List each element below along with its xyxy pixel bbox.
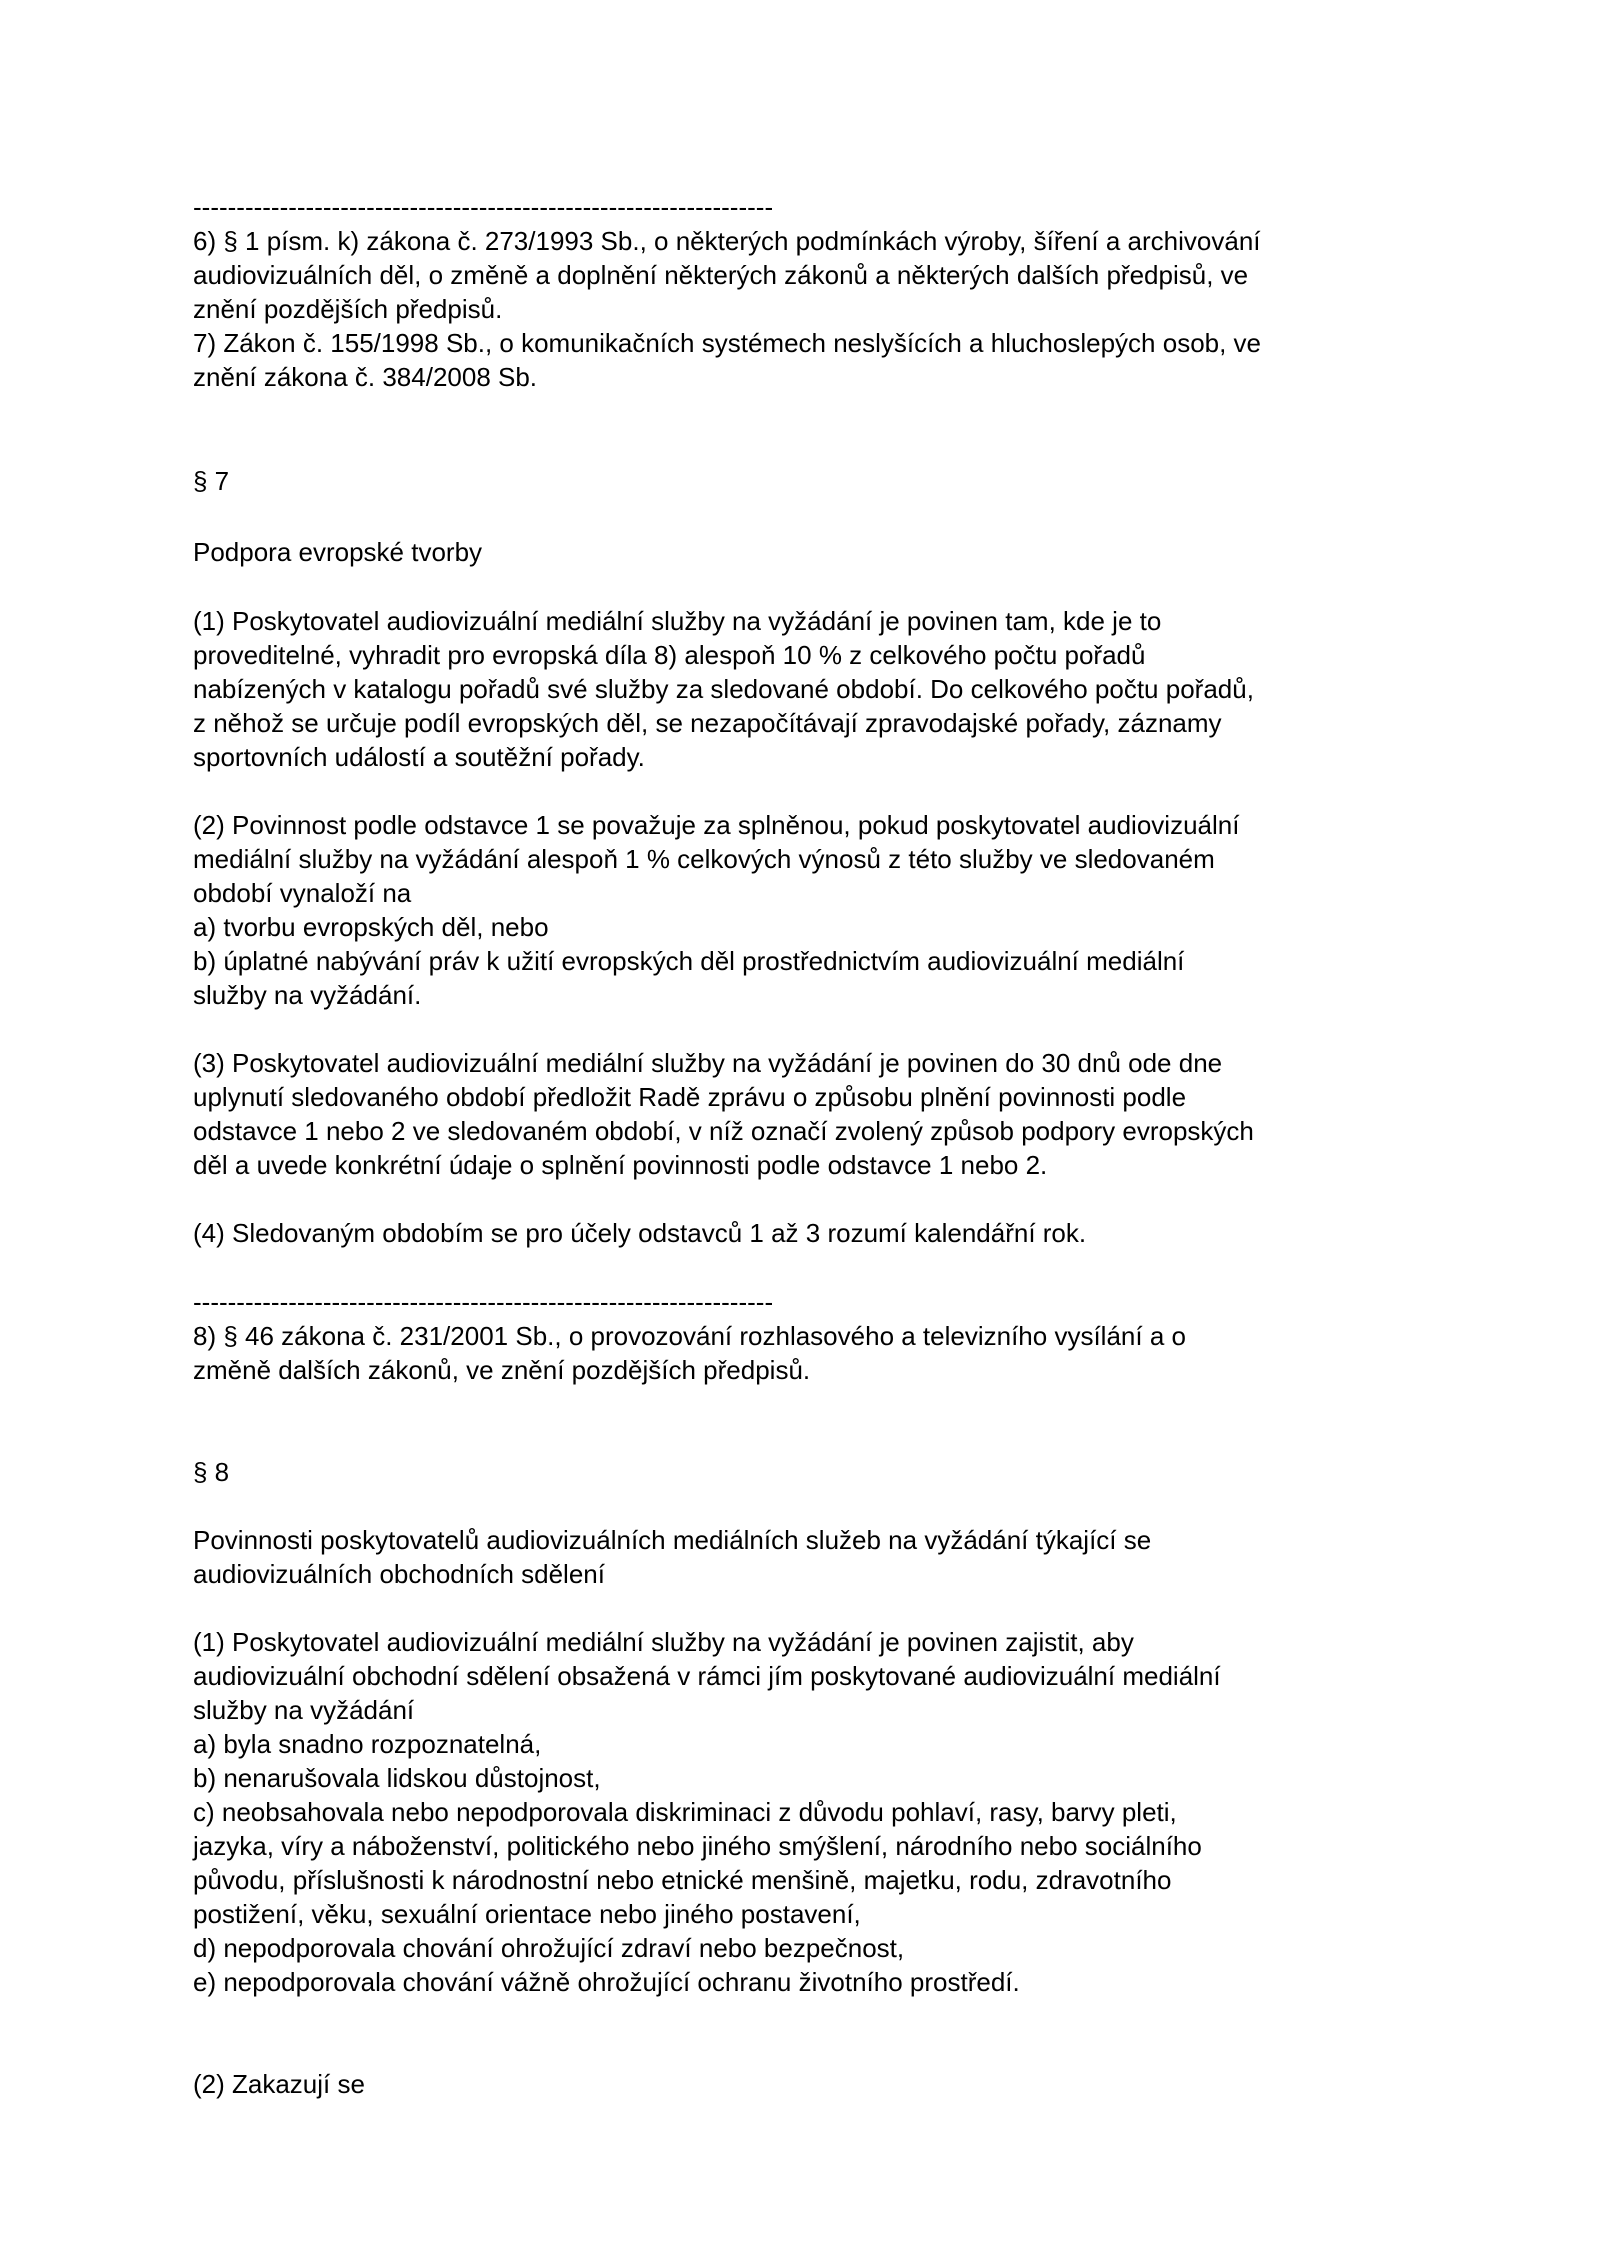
footnote-line: 6) § 1 písm. k) zákona č. 273/1993 Sb., o některých podmínkách výroby, šíření a archivování	[193, 226, 1261, 256]
paragraph-line: proveditelné, vyhradit pro evropská díla 8) alespoň 10 % z celkového počtu pořadů	[193, 640, 1146, 670]
paragraph-line: b) nenarušovala lidskou důstojnost,	[193, 1763, 601, 1793]
footnote-separator: -------------------------------------------------------------------	[193, 192, 774, 222]
section-8-paragraph-1	[193, 1625, 1443, 1999]
title-line: Povinnosti poskytovatelů audiovizuálních mediálních služeb na vyžádání týkající se	[193, 1525, 1152, 1555]
paragraph-line: období vynaloží na	[193, 878, 412, 908]
footnote-line: 8) § 46 zákona č. 231/2001 Sb., o provozování rozhlasového a televizního vysílání a o	[193, 1321, 1186, 1351]
footnotes-mid	[193, 1285, 1443, 1387]
section-8-title	[193, 1523, 1443, 1591]
paragraph-line: uplynutí sledovaného období předložit Radě zprávu o způsobu plnění povinnosti podle	[193, 1082, 1187, 1112]
paragraph-line: původu, příslušnosti k národnostní nebo etnické menšině, majetku, rodu, zdravotního	[193, 1865, 1172, 1895]
paragraph-line: b) úplatné nabývání práv k užití evropských děl prostřednictvím audiovizuální mediální	[193, 946, 1185, 976]
paragraph-line: d) nepodporovala chování ohrožující zdraví nebo bezpečnost,	[193, 1933, 905, 1963]
paragraph-line: (3) Poskytovatel audiovizuální mediální služby na vyžádání je povinen do 30 dnů ode dne	[193, 1048, 1223, 1078]
section-7-paragraph-4	[193, 1216, 1443, 1250]
section-7-paragraph-3	[193, 1046, 1443, 1182]
section-8-heading: § 8	[193, 1457, 230, 1487]
paragraph-line: služby na vyžádání	[193, 1695, 415, 1725]
paragraph-line: z něhož se určuje podíl evropských děl, se nezapočítávají zpravodajské pořady, záznamy	[193, 708, 1222, 738]
paragraph-line: (4) Sledovaným obdobím se pro účely odstavců 1 až 3 rozumí kalendářní rok.	[193, 1218, 1087, 1248]
paragraph-line: mediální služby na vyžádání alespoň 1 % celkových výnosů z této služby ve sledovaném	[193, 844, 1215, 874]
section-8-paragraph-2	[193, 2067, 1443, 2101]
footnote-line: audiovizuálních děl, o změně a doplnění některých zákonů a některých dalších předpisů, ve	[193, 260, 1249, 290]
paragraph-line: (1) Poskytovatel audiovizuální mediální služby na vyžádání je povinen zajistit, aby	[193, 1627, 1134, 1657]
section-7-paragraph-2	[193, 808, 1443, 1012]
paragraph-line: služby na vyžádání.	[193, 980, 422, 1010]
paragraph-line: e) nepodporovala chování vážně ohrožující ochranu životního prostředí.	[193, 1967, 1020, 1997]
paragraph-line: postižení, věku, sexuální orientace nebo jiného postavení,	[193, 1899, 861, 1929]
footnote-line: 7) Zákon č. 155/1998 Sb., o komunikačních systémech neslyšících a hluchoslepých osob, ve	[193, 328, 1262, 358]
paragraph-line: odstavce 1 nebo 2 ve sledovaném období, v níž označí zvolený způsob podpory evropských	[193, 1116, 1254, 1146]
paragraph-line: nabízených v katalogu pořadů své služby za sledované období. Do celkového počtu pořadů,	[193, 674, 1254, 704]
paragraph-line: (2) Povinnost podle odstavce 1 se považuje za splněnou, pokud poskytovatel audiovizuální	[193, 810, 1240, 840]
paragraph-line: děl a uvede konkrétní údaje o splnění povinnosti podle odstavce 1 nebo 2.	[193, 1150, 1048, 1180]
footnote-line: znění pozdějších předpisů.	[193, 294, 503, 324]
section-7-title: Podpora evropské tvorby	[193, 537, 483, 567]
footnote-line: změně dalších zákonů, ve znění pozdějších předpisů.	[193, 1355, 811, 1385]
paragraph-line: sportovních událostí a soutěžní pořady.	[193, 742, 645, 772]
footnote-separator: -------------------------------------------------------------------	[193, 1287, 774, 1317]
paragraph-line: a) tvorbu evropských děl, nebo	[193, 912, 549, 942]
footnotes-top	[193, 190, 1443, 394]
paragraph-line: c) neobsahovala nebo nepodporovala diskriminaci z důvodu pohlaví, rasy, barvy pleti,	[193, 1797, 1177, 1827]
footnote-line: znění zákona č. 384/2008 Sb.	[193, 362, 538, 392]
paragraph-line: a) byla snadno rozpoznatelná,	[193, 1729, 542, 1759]
section-7-paragraph-1	[193, 604, 1443, 774]
paragraph-line: (1) Poskytovatel audiovizuální mediální služby na vyžádání je povinen tam, kde je to	[193, 606, 1162, 636]
paragraph-line: (2) Zakazují se	[193, 2069, 365, 2099]
paragraph-line: audiovizuální obchodní sdělení obsažená v rámci jím poskytované audiovizuální mediální	[193, 1661, 1221, 1691]
title-line: audiovizuálních obchodních sdělení	[193, 1559, 605, 1589]
paragraph-line: jazyka, víry a náboženství, politického nebo jiného smýšlení, národního nebo sociálního	[193, 1831, 1202, 1861]
section-7-heading: § 7	[193, 466, 230, 496]
